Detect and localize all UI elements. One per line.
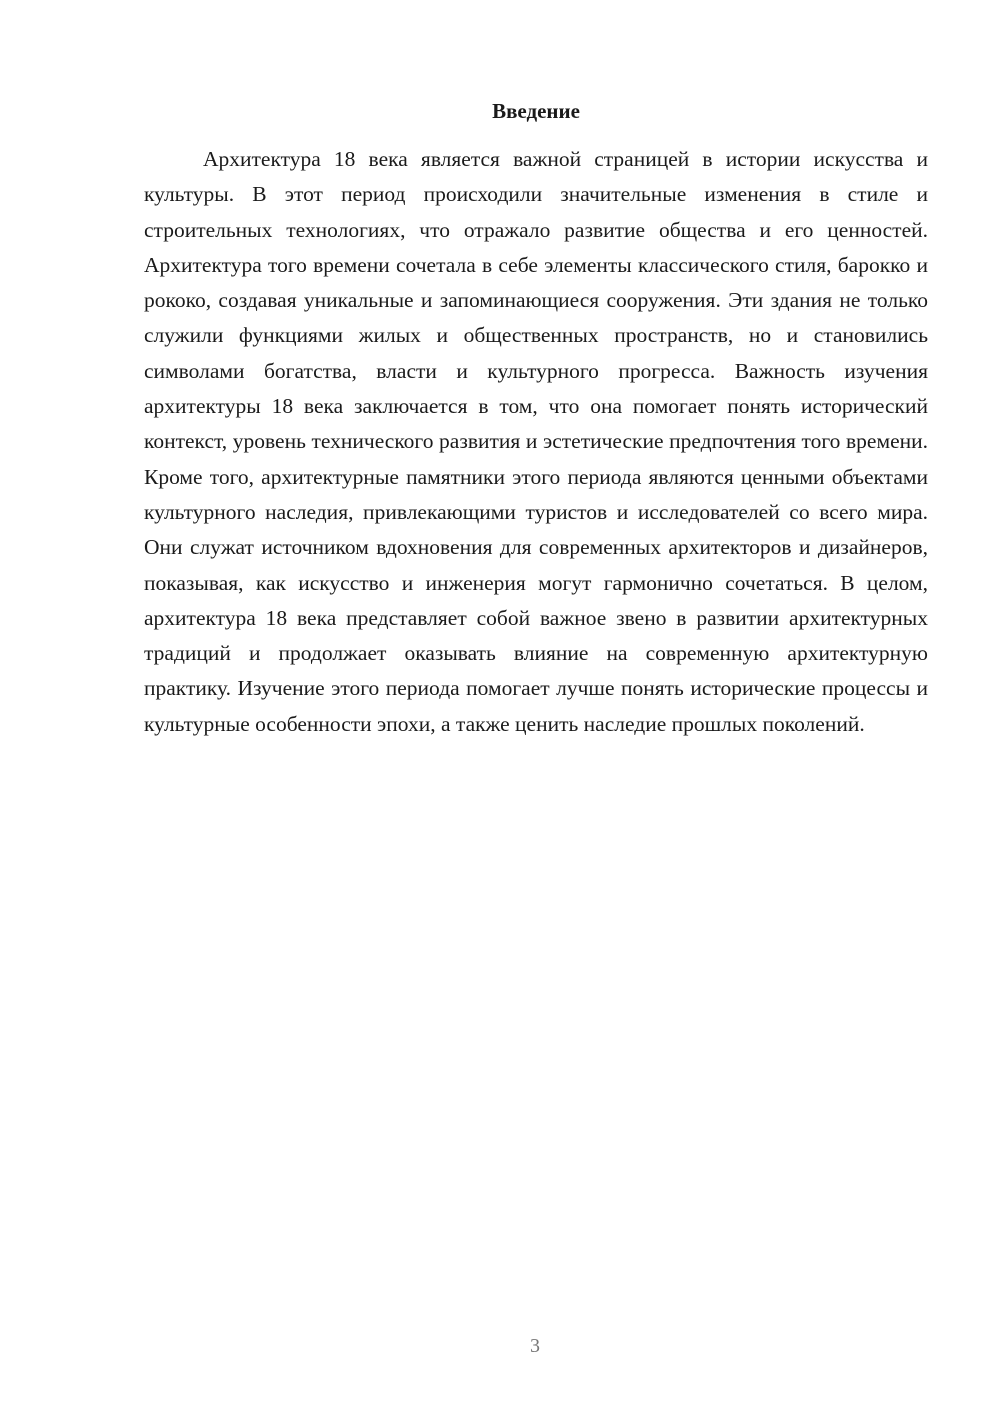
page-number: 3: [530, 1335, 540, 1357]
intro-paragraph: Архитектура 18 века является важной страницей в истории искусства и культуры. В этот период происходили значительные изменения в стиле и строительных технологиях, что отражало развитие общества и его ценностей. Архитектура того времени сочетала в себе элементы классического стиля, барокко и рококо, создавая уникальные и запоминающиеся сооружения. Эти здания не только служили функциями жилых и общественных пространств, но и становились символами богатства, власти и культурного прогресса. Важность изучения архитектуры 18 века заключается в том, что она помогает понять исторический контекст, уровень технического развития и эстетические предпочтения того времени. Кроме того, архитектурные памятники этого периода являются ценными объектами культурного наследия, привлекающими туристов и исследователей со всего мира. Они служат источником вдохновения для современных архитекторов и дизайнеров, показывая, как искусство и инженерия могут гармонично сочетаться. В целом, архитектура 18 века представляет собой важное звено в развитии архитектурных традиций и продолжает оказывать влияние на современную архитектурную практику. Изучение этого периода помогает лучше понять исторические процессы и культурные особенности эпохи, а также ценить наследие прошлых поколений.: [144, 147, 928, 736]
section-heading: Введение: [492, 99, 580, 123]
